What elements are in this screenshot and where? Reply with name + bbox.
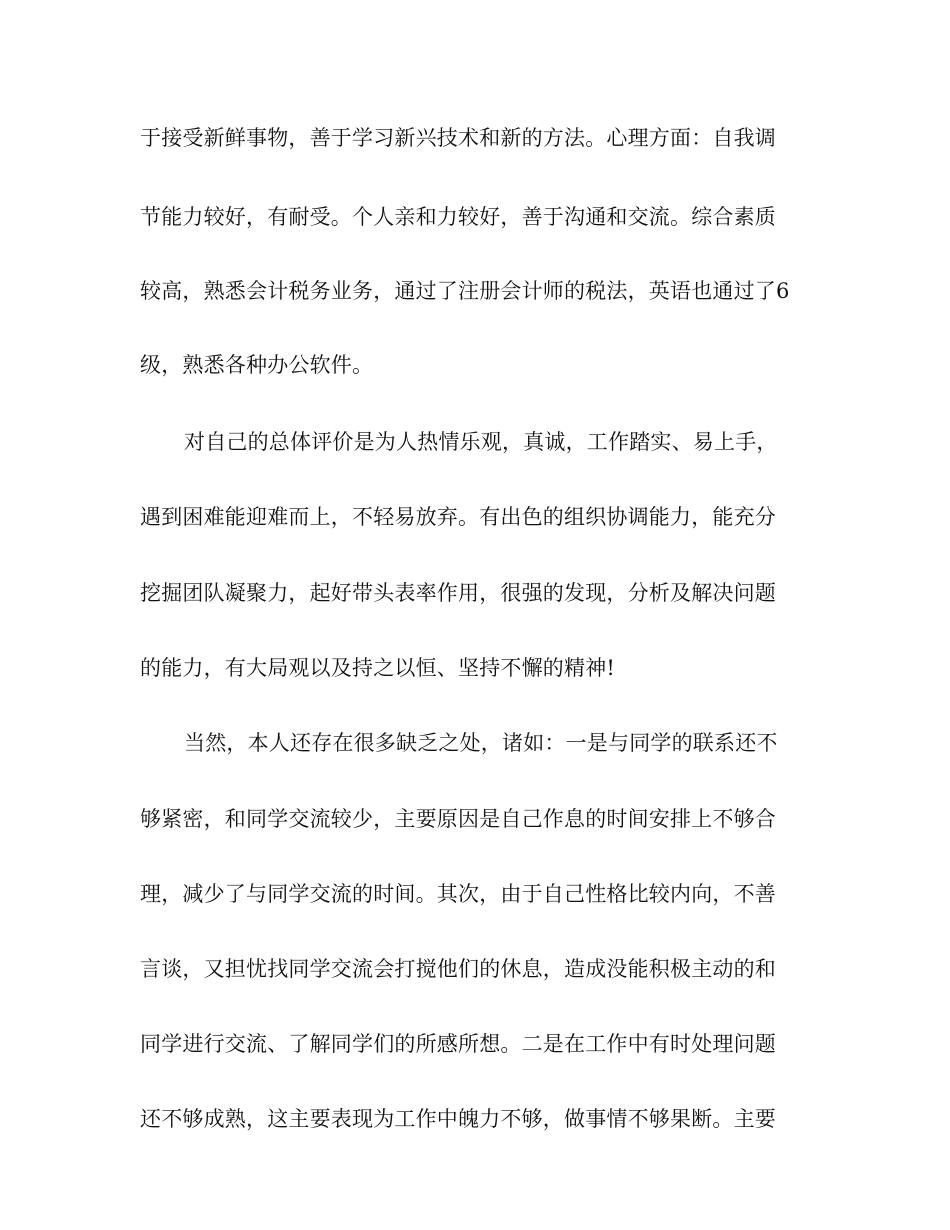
text-line: 较高，熟悉会计税务业务，通过了注册会计师的税法，英语也通过了6 xyxy=(140,279,790,303)
text-line: 的能力，有大局观以及持之以恒、坚持不懈的精神! xyxy=(140,656,616,680)
text-line: 同学进行交流、了解同学们的所感所想。二是在工作中有时处理问题 xyxy=(140,1032,776,1056)
text-line: 级，熟悉各种办公软件。 xyxy=(140,353,374,377)
text-line: 挖掘团队凝聚力，起好带头表率作用，很强的发现，分析及解决问题 xyxy=(140,581,776,605)
text-line: 言谈，又担忧找同学交流会打搅他们的休息，造成没能积极主动的和 xyxy=(140,957,776,981)
text-line: 还不够成熟，这主要表现为工作中魄力不够，做事情不够果断。主要 xyxy=(140,1107,776,1131)
text-line: 节能力较好，有耐受。个人亲和力较好，善于沟通和交流。综合素质 xyxy=(140,205,776,229)
paragraph-first-line: 当然，本人还存在很多缺乏之处，诸如：一是与同学的联系还不 xyxy=(184,731,778,755)
paragraph-first-line: 对自己的总体评价是为人热情乐观，真诚，工作踏实、易上手， xyxy=(184,430,778,454)
text-line: 理，减少了与同学交流的时间。其次，由于自己性格比较内向，不善 xyxy=(140,882,776,906)
text-line: 够紧密，和同学交流较少，主要原因是自己作息的时间安排上不够合 xyxy=(140,807,776,831)
text-line: 于接受新鲜事物，善于学习新兴技术和新的方法。心理方面：自我调 xyxy=(140,126,776,150)
text-line: 遇到困难能迎难而上，不轻易放弃。有出色的组织协调能力，能充分 xyxy=(140,505,776,529)
